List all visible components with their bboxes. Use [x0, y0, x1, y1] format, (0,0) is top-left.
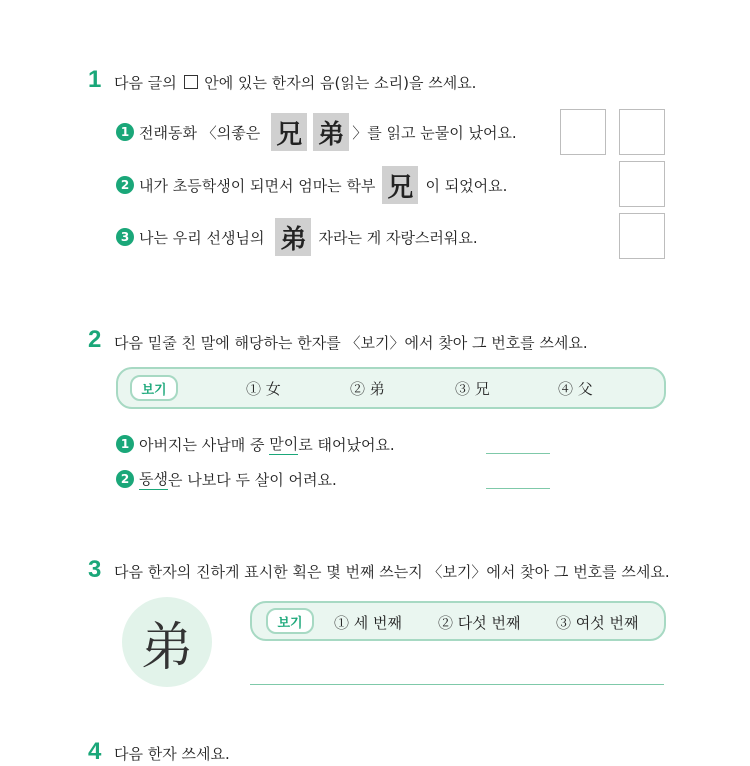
- underlined-word: 동생: [139, 470, 168, 488]
- item-number-badge: 1: [116, 123, 134, 141]
- bogi-label: 보기: [130, 375, 178, 401]
- item-text-after: 은 나보다 두 살이 어려요.: [167, 470, 337, 489]
- answer-box[interactable]: [619, 161, 665, 207]
- square-box-icon: [184, 75, 198, 89]
- question-1-number: 1: [88, 66, 102, 93]
- item-text-before: 아버지는 사남매 중: [139, 435, 270, 454]
- bogi-option: ③ 兄: [455, 380, 490, 398]
- hanja-box: 弟: [313, 113, 349, 151]
- stroke-character-circle: [122, 597, 212, 687]
- bogi-option: ② 다섯 번째: [438, 614, 521, 632]
- item-text-after: 로 태어났어요.: [298, 435, 395, 454]
- answer-line[interactable]: [250, 684, 664, 685]
- item-text-before: 나는 우리 선생님의: [139, 228, 265, 247]
- item-number-badge: 1: [116, 435, 134, 453]
- instruction-part-2: 안에 있는 한자의 음(읽는 소리)을 쓰세요.: [204, 74, 477, 92]
- answer-box[interactable]: [560, 109, 606, 155]
- item-text-after: 자라는 게 자랑스러워요.: [318, 228, 478, 247]
- answer-line[interactable]: [486, 453, 550, 454]
- item-text-after: 이 되었어요.: [425, 176, 508, 195]
- question-1-instruction: [114, 72, 476, 93]
- q1-item-2: [116, 166, 507, 204]
- hanja-box: 兄: [382, 166, 418, 204]
- instruction-part-1: 다음 글의: [114, 74, 177, 92]
- item-number-badge: 3: [116, 228, 134, 246]
- q1-item-3: [116, 218, 478, 256]
- item-number-badge: 2: [116, 176, 134, 194]
- hanja-box: 兄: [271, 113, 307, 151]
- q1-item-1: [116, 113, 517, 151]
- question-2-instruction: 다음 밑줄 친 말에 해당하는 한자를 〈보기〉에서 찾아 그 번호를 쓰세요.: [114, 334, 588, 352]
- bogi-option: ① 세 번째: [334, 614, 403, 632]
- item-number-badge: 2: [116, 470, 134, 488]
- question-3-number: 3: [88, 556, 102, 583]
- q2-item-1: [116, 433, 395, 455]
- question-2-number: 2: [88, 326, 102, 353]
- hanja-box: 弟: [275, 218, 311, 256]
- bogi-option: ④ 父: [558, 380, 593, 398]
- answer-box[interactable]: [619, 109, 665, 155]
- question-4-instruction: 다음 한자 쓰세요.: [114, 745, 230, 763]
- answer-box[interactable]: [619, 213, 665, 259]
- answer-line[interactable]: [486, 488, 550, 489]
- item-text-before: 내가 초등학생이 되면서 엄마는 학부: [139, 176, 376, 195]
- item-text-before: 전래동화 〈의좋은: [139, 123, 261, 142]
- underlined-word: 맏이: [269, 435, 299, 453]
- bogi-option: ① 女: [246, 380, 281, 398]
- stroke-character: 弟: [140, 617, 193, 678]
- item-text-after: 〉를 읽고 눈물이 났어요.: [352, 123, 517, 142]
- q2-item-2: [116, 468, 337, 490]
- question-4-number: 4: [88, 738, 102, 765]
- bogi-option: ② 弟: [350, 380, 385, 398]
- bogi-option: ③ 여섯 번째: [556, 614, 639, 632]
- bogi-label: 보기: [266, 608, 314, 634]
- question-3-instruction: 다음 한자의 진하게 표시한 획은 몇 번째 쓰는지 〈보기〉에서 찾아 그 번호를 쓰세요.: [114, 563, 670, 581]
